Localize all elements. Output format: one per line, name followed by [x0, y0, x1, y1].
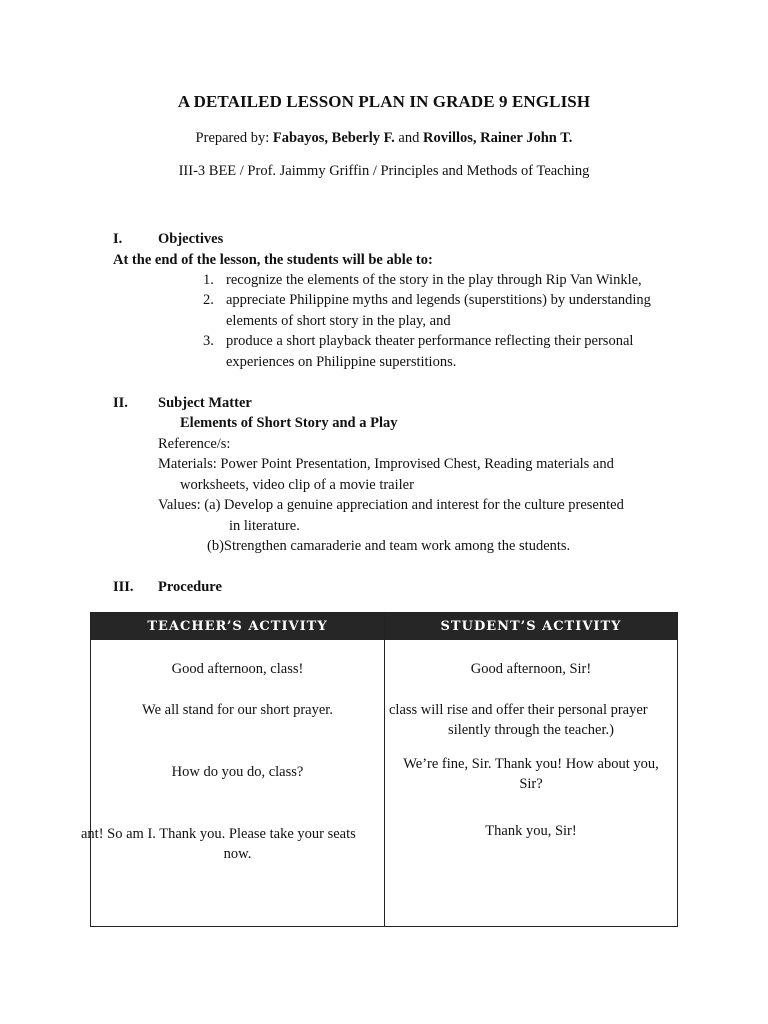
reference-label: Reference/s:	[158, 436, 231, 452]
materials-line-1: Materials: Power Point Presentation, Improvised Chest, Reading materials and	[158, 456, 614, 472]
objectives-intro: At the end of the lesson, the students will be able to:	[113, 252, 433, 268]
materials-line-2: worksheets, video clip of a movie trailer	[180, 477, 414, 493]
procedure-numeral: III.	[113, 579, 134, 595]
objective-3-number: 3.	[203, 333, 214, 349]
student-line-3a: We’re fine, Sir. Thank you! How about you,	[403, 756, 659, 772]
document-title: A DETAILED LESSON PLAN IN GRADE 9 ENGLISH	[177, 92, 591, 111]
teacher-line-4a: ant! So am I. Thank you. Please take your seats	[81, 826, 356, 842]
procedure-table	[81, 612, 678, 927]
objective-2-line-2: elements of short story in the play, and	[226, 313, 451, 329]
teacher-line-3: How do you do, class?	[171, 764, 304, 780]
objective-2-number: 2.	[203, 292, 214, 308]
objective-3-line-2: experiences on Philippine superstitions.	[226, 354, 457, 370]
objective-2-line-1: appreciate Philippine myths and legends (superstitions) by understanding	[226, 292, 651, 308]
teacher-line-2: We all stand for our short prayer.	[142, 702, 333, 718]
and-text: and	[398, 130, 420, 146]
student-line-2b: silently through the teacher.)	[448, 722, 614, 738]
student-line-4: Thank you, Sir!	[485, 823, 577, 839]
student-line-1: Good afternoon, Sir!	[470, 661, 592, 677]
student-activity-header: STUDENT’S ACTIVITY	[440, 619, 622, 634]
subject-matter-heading: Subject Matter	[158, 395, 252, 411]
values-line-1: Values: (a) Develop a genuine appreciation and interest for the culture presented	[158, 497, 624, 513]
student-line-2a: class will rise and offer their personal prayer	[389, 702, 648, 718]
subject-topic: Elements of Short Story and a Play	[180, 415, 398, 431]
prepared-by-label: Prepared by:	[195, 130, 270, 146]
teacher-line-4b: now.	[223, 846, 252, 862]
objective-1-line-1: recognize the elements of the story in the play through Rip Van Winkle,	[226, 272, 642, 288]
prepared-by-line	[0, 130, 768, 147]
subject-matter-numeral: II.	[113, 395, 128, 411]
teacher-line-1: Good afternoon, class!	[171, 661, 304, 677]
objectives-heading: Objectives	[158, 231, 224, 247]
values-line-2: in literature.	[229, 518, 300, 534]
course-line: III-3 BEE / Prof. Jaimmy Griffin / Principles and Methods of Teaching	[178, 163, 590, 179]
author-1: Fabayos, Beberly F.	[272, 130, 395, 146]
student-line-3b: Sir?	[519, 776, 543, 792]
objective-3-line-1: produce a short playback theater performance reflecting their personal	[226, 333, 634, 349]
objectives-numeral: I.	[113, 231, 123, 247]
objective-1-number: 1.	[203, 272, 214, 288]
teacher-activity-header: TEACHER’S ACTIVITY	[147, 619, 328, 634]
procedure-heading: Procedure	[158, 579, 222, 595]
author-2: Rovillos, Rainer John T.	[422, 130, 573, 146]
values-line-3: (b)Strengthen camaraderie and team work among the students.	[207, 538, 571, 554]
